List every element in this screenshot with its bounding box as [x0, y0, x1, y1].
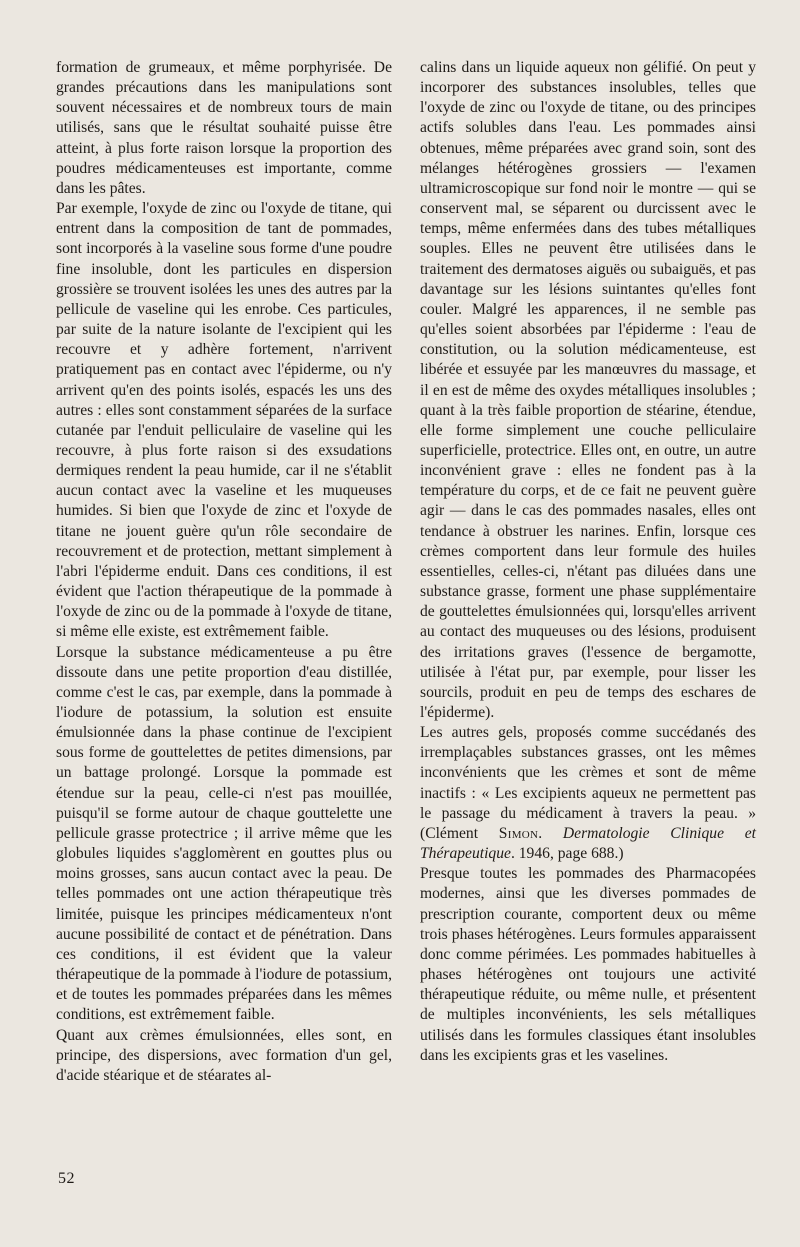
citation-author: Simon — [498, 824, 539, 842]
paragraph: formation de grumeaux, et même porphyrisée. De grandes précautions dans les manipulations sont souvent nécessaires et de nombreux tours de main utilisés, sans que le résultat souhaité puisse être atteint, à plus forte raison lorsque la proportion des poudres médicamenteuses est importante, comme dans les pâtes. — [56, 59, 392, 197]
paragraph: Lorsque la substance médicamenteuse a pu être dissoute dans une petite proportion d'eau distillée, comme c'est le cas, par exemple, dans la pommade à l'iodure de potassium, la solution est ensuite émulsionnée dans la phase continue de l'excipient sous forme de gouttelettes de petites dimensions, par un battage prolongé. Lorsque la pommade est étendue sur la peau, celle-ci n'est pas mouillée, puisqu'il se forme autour de chaque gouttelette une pellicule grasse protectrice ; il arrive même que les globules liquides s'agglomèrent en gouttes plus ou moins grosses, sans aucun contact avec la peau. De telles pommades ont une action thérapeutique très limitée, puisque les principes médicamenteux n'ont aucune possibilité de contact et de pénétration. Dans ces conditions, il est évident que la valeur thérapeutique de la pommade à l'iodure de potassium, et de toutes les pommades préparées dans les mêmes conditions, est extrêmement faible. — [56, 643, 392, 1024]
paragraph: Par exemple, l'oxyde de zinc ou l'oxyde de titane, qui entrent dans la composition de tant de pommades, sont incorporés à la vaseline sous forme d'une poudre fine insoluble, dont les particules en dispersion grossière se trouvent isolées les unes des autres par la pellicule de vaseline qui les enrobe. Ces particules, par suite de la nature isolante de l'excipient qui les recouvre et y adhère fortement, n'arrivent pratiquement pas en contact avec l'épiderme, ou n'y arrivent qu'en des points isolés, espacés les uns des autres : elles sont constamment séparées de la surface cutanée par l'enduit pelliculaire de vaseline qui les recouvre, à plus forte raison si des exsudations dermiques rendent la peau humide, car il ne s'établit aucun contact avec la vaseline et les muqueuses humides. Si bien que l'oxyde de zinc et l'oxyde de titane ne jouent guère qu'un rôle secondaire de recouvrement et de protection, mettant simplement à l'abri l'épiderme enduit. Dans ces conditions, il est évident que l'action thérapeutique de la pommade à l'oxyde de zinc ou de la pommade à l'oxyde de titane, si même elle existe, est extrêmement faible. — [56, 200, 392, 641]
citation-end: . 1946, page 688.) — [510, 845, 624, 863]
right-column — [420, 58, 756, 1066]
paragraph: Presque toutes les pommades des Pharmacopées modernes, ainsi que les diverses pommades de prescription courante, comportent deux ou même trois phases hétérogènes. Leurs formules apparaissent donc comme périmées. Les pommades habituelles à phases hétérogènes ont toujours une activité thérapeutique réduite, ou même nulle, et présentent de multiples inconvénients, les sels métalliques utilisés dans les formules classiques étant insolubles dans les excipients gras et les vaselines. — [420, 865, 756, 1064]
citation-separator: . — [538, 824, 563, 842]
page-number: 52 — [58, 1170, 75, 1187]
paragraph: Quant aux crèmes émulsionnées, elles sont, en principe, des dispersions, avec formation d'un gel, d'acide stéarique et de stéarates al- — [56, 1026, 392, 1084]
paragraph: calins dans un liquide aqueux non gélifié. On peut y incorporer des substances insolubles, telles que l'oxyde de zinc ou l'oxyde de titane, ou des principes actifs solubles dans l'eau. Les pommades ainsi obtenues, même préparées avec grand soin, sont des mélanges hétérogènes grossiers — l'examen ultramicroscopique sur fond noir le montre — qui se conservent mal, se séparent ou durcissent avec le temps, même enfermées dans des tubes métalliques souples. Elles ne peuvent être utilisées dans le traitement des dermatoses aiguës ou subaiguës, et pas davantage sur les lésions suintantes qu'elles font couler. Malgré les apparences, il ne semble pas qu'elles soient absorbées par l'épiderme : l'eau de constitution, ou la solution médicamenteuse, est libérée et essuyée par les manœuvres du massage, et il en est de même des oxydes métalliques insolubles ; quant à la très faible proportion de stéarine, étendue, elle forme simplement une couche pelliculaire superficielle, protectrice. Elles ont, en outre, un autre inconvénient grave : elles ne fondent pas à la température du corps, et de ce fait ne peuvent guère agir — dans le cas des pommades nasales, elles ont tendance à obstruer les narines. Enfin, lorsque ces crèmes comportent dans leur formule des huiles essentielles, celles-ci, n'étant pas diluées dans une substance grasse, forment une phase supplémentaire de gouttelettes émulsionnées qui, lorsqu'elles arrivent au contact des muqueuses ou des lésions, produisent des irritations graves (l'essence de bergamotte, utilisée à l'état pur, par exemple, pour lisser les sourcils, produit en peu de temps des eschares de l'épiderme). — [420, 59, 756, 721]
paragraph-citation — [420, 723, 756, 864]
citation-text: Les autres gels, proposés comme succédanés des irremplaçables substances grasses, ont les mêmes inconvénients que les crèmes et sont de même inactifs : « Les excipients aqueux ne permettent pas le passage du médicament à travers la peau. » (Clément — [420, 724, 756, 842]
left-column — [56, 58, 392, 1086]
citation-source-title: Dermatologie Clinique et Thérapeutique — [420, 824, 756, 863]
